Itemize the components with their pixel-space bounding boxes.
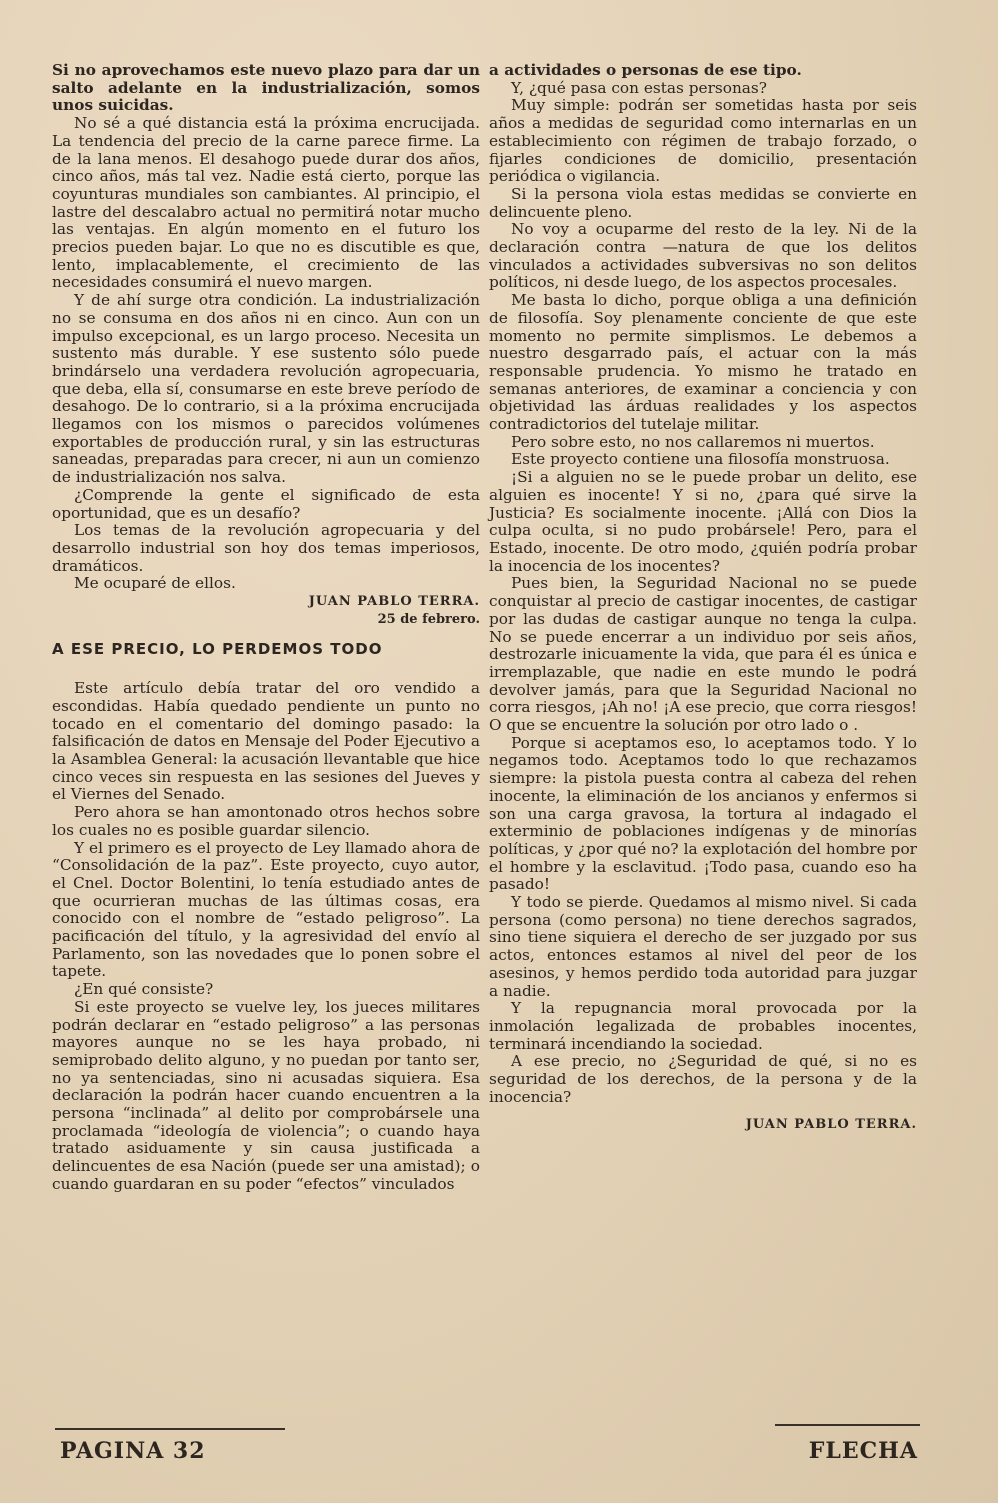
article-paragraph: Pero ahora se han amontonado otros hechos sobre los cuales no es posible guardar silencio. bbox=[52, 803, 480, 839]
footer-rule-left bbox=[55, 1428, 285, 1430]
article-paragraph: ¡Si a alguien no se le puede probar un delito, ese alguien es inocente! Y si no, ¿para qué sirve la Justicia? Es socialmente inocente. ¡Allá con Dios la culpa oculta, si no pudo probársele! Pero, para el Estado, inocente. De otro modo, ¿quién podría probar la inocencia de los inocentes? bbox=[489, 468, 917, 575]
article-paragraph: Este proyecto contiene una filosofía monstruosa. bbox=[511, 450, 890, 469]
page-number: PAGINA 32 bbox=[60, 1438, 206, 1464]
author-signature: JUAN PABLO TERRA. bbox=[745, 1117, 917, 1133]
article-paragraph: Pues bien, la Seguridad Nacional no se puede conquistar al precio de castigar inocentes, de castigar por las dudas de castigar aunque no tenga la culpa. No se puede encerrar a un individuo por seis años, destrozarle inicuamente la vida, que para él es única e irremplazable, que nadie en este mundo le podrá devolver jamás, para que la Seguridad Nacional no corra riesgos, ¡Ah no! ¡A ese precio, que corra riesgos! O que se encuentre la solución por otro lado o . bbox=[489, 574, 917, 735]
article-paragraph: No sé a qué distancia está la próxima encrucijada. La tendencia del precio de la carne parece firme. La de la lana menos. El desahogo puede durar dos años, cinco años, más tal vez. Nadie está cierto, porque las coyunturas mundiales son cambiantes. Al principio, el lastre del descalabro actual no permitirá notar mucho las ventajas. En algún momento en el futuro los precios pueden bajar. Lo que no es discutible es que, lento, implacablemente, el crecimiento de las necesidades consumirá el nuevo margen. bbox=[52, 114, 480, 292]
article-paragraph: Muy simple: podrán ser sometidas hasta por seis años a medidas de seguridad como internarlas en un establecimiento con régimen de trabajo forzado, o fijarles condiciones de domicilio, presentación periódica o vigilancia. bbox=[489, 96, 917, 186]
footer-rule-right bbox=[775, 1424, 920, 1426]
article-paragraph: Me ocuparé de ellos. bbox=[74, 574, 236, 593]
article-paragraph: Pero sobre esto, no nos callaremos ni muertos. bbox=[511, 432, 875, 451]
article-paragraph: Y, ¿qué pasa con estas personas? bbox=[511, 78, 767, 97]
magazine-name: FLECHA bbox=[808, 1438, 918, 1464]
article-paragraph: Y de ahí surge otra condición. La industrialización no se consuma en dos años ni en cinco. Aun con un impulso excepcional, es un largo proceso. Necesita un sustento más durable. Y ese sustento sólo puede brindárselo una verdadera revolución agropecuaria, que deba, ella sí, consumarse en este breve período de desahogo. De lo contrario, si a la próxima encrucijada llegamos con los mismos o parecidos volúmenes exportables de producción rural, y sin las estructuras saneadas, preparadas para crecer, ni aun un comienzo de industrialización nos salva. bbox=[52, 291, 480, 487]
article-paragraph: No voy a ocuparme del resto de la ley. Ni de la declaración contra —natura de que los delitos vinculados a actividades subversivas no son delitos políticos, ni desde luego, de los aspectos procesales. bbox=[489, 220, 917, 292]
article-paragraph: Me basta lo dicho, porque obliga a una definición de filosofía. Soy plenamente conciente de que este momento no permite simplismos. Le debemos a nuestro desgarrado país, el actuar con la más responsable prudencia. Yo mismo he tratado en semanas anteriores, de examinar a conciencia y con objetividad las árduas realidades y los aspectos contradictorios del tutelaje militar. bbox=[489, 291, 917, 434]
article-paragraph: Y el primero es el proyecto de Ley llamado ahora de “Consolidación de la paz”. Este proyecto, cuyo autor, el Cnel. Doctor Bolentini, lo tenía estudiado antes de que ocurrieran muchas de las últimas cosas, era conocido con el nombre de “estado peligroso”. La pacificación del título, y la agresividad del envío al Parlamento, son las novedades que lo ponen sobre el tapete. bbox=[52, 838, 480, 981]
article-paragraph: Porque si aceptamos eso, lo aceptamos todo. Y lo negamos todo. Aceptamos todo lo que rechazamos siempre: la pistola puesta contra al cabeza del rehen inocente, la eliminación de los ancianos y enfermos si son una carga gravosa, la tortura al indagado el exterminio de poblaciones indígenas y de minorías políticas, y ¿por qué no? la explotación del hombre por el hombre y la esclavitud. ¡Todo pasa, cuando eso ha pasado! bbox=[489, 733, 917, 894]
article-paragraph: Y todo se pierde. Quedamos al mismo nivel. Si cada persona (como persona) no tiene derechos sagrados, sino tiene siquiera el derecho de ser juzgado por sus actos, entonces estamos al nivel del peor de los asesinos, y hemos perdido toda autoridad para juzgar a nadie. bbox=[489, 893, 917, 1000]
article-paragraph: Este artículo debía tratar del oro vendido a escondidas. Había quedado pendiente un punto no tocado en el comentario del domingo pasado: la falsificación de datos en Mensaje del Poder Ejecutivo a la Asamblea General: la acusación llevantable que hice cinco veces sin respuesta en las sesiones del Jueves y el Viernes del Senado. bbox=[52, 679, 480, 804]
article-paragraph: A ese precio, no ¿Seguridad de qué, si no es seguridad de los derechos, de la persona y de la inocencia? bbox=[489, 1052, 917, 1106]
article-paragraph: ¿Comprende la gente el significado de esta oportunidad, que es un desafío? bbox=[52, 485, 480, 522]
author-signature: JUAN PABLO TERRA. bbox=[308, 594, 480, 610]
article-paragraph: Los temas de la revolución agropecuaria y del desarrollo industrial son hoy dos temas imperiosos, dramáticos. bbox=[52, 521, 480, 575]
article-paragraph: Si la persona viola estas medidas se convierte en delincuente pleno. bbox=[489, 184, 917, 221]
article-paragraph: Si este proyecto se vuelve ley, los jueces militares podrán declarar en “estado peligroso” a las personas mayores aunque no se les haya probado, ni semiprobado delito alguno, y no puedan por tanto ser, no ya sentenciadas, sino ni acusadas siquiera. Esa declaración la podrán hacer cuando encuentren a la persona “inclinada” al delito por comprobársele una proclamada “ideología de violencia”; o cuando haya tratado asiduamente y sin causa justificada a delincuentes de esa Nación (puede ser una amistad); o cuando guardaran en su poder “efectos” vinculados bbox=[52, 997, 480, 1193]
article-date: 25 de febrero. bbox=[377, 611, 480, 627]
article-paragraph: a actividades o personas de ese tipo. bbox=[489, 61, 802, 79]
left-column bbox=[52, 62, 480, 1194]
right-column bbox=[489, 62, 917, 1134]
article-paragraph: ¿En qué consiste? bbox=[74, 980, 214, 999]
article-heading: A ESE PRECIO, LO PERDEMOS TODO bbox=[52, 639, 383, 658]
article-paragraph: Si no aprovechamos este nuevo plazo para dar un salto adelante en la industrialización, somos unos suicidas. bbox=[52, 61, 480, 115]
article-paragraph: Y la repugnancia moral provocada por la inmolación legalizada de probables inocentes, terminará incendiando la sociedad. bbox=[489, 999, 917, 1053]
